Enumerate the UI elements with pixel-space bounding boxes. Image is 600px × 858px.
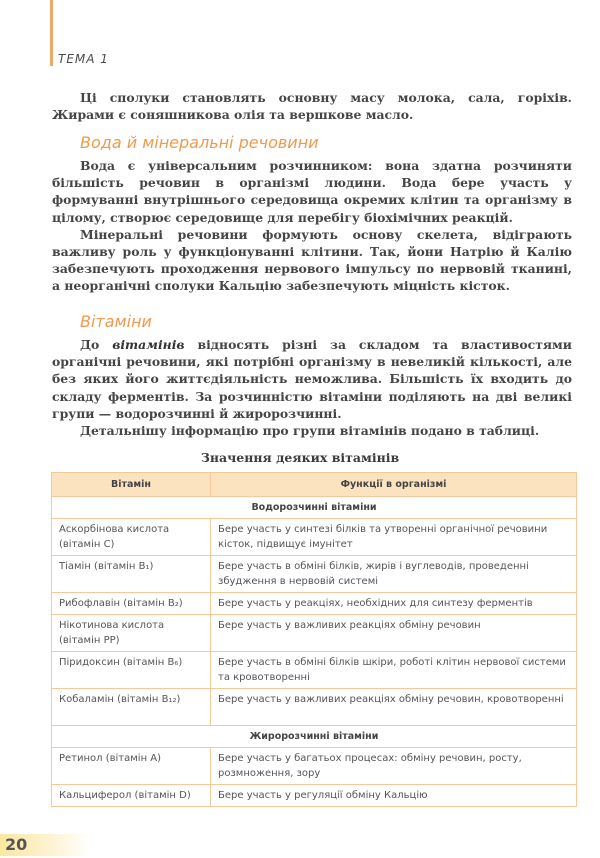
vitamin-function: Бере участь у багатьох процесах: обміну речовин, росту, розмноження, зору (211, 748, 577, 785)
topic-accent-bar (50, 0, 53, 66)
column-header-vitamin: Вітамін (52, 473, 211, 497)
vitamins-pre: До (80, 337, 113, 352)
table-row (52, 593, 577, 615)
group-fat-soluble: Жиророзчинні вітаміни (52, 726, 577, 748)
vitamin-function: Бере участь у синтезі білків та утворенні органічної речовини кісток, підвищує імунітет (211, 519, 577, 556)
vitamin-function: Бере участь у важливих реакціях обміну речовин, кровотворенні (211, 689, 577, 726)
vitamin-name: Рибофлавін (вітамін B₂) (52, 593, 211, 615)
vitamin-name: Нікотинова кислота (вітамін PP) (52, 615, 211, 652)
table-row (52, 748, 577, 785)
vitamins-post: відносять різні за складом та властивостями органічні речовини, які потрібні організму в невеликій кількості, але без яких його життєдіяльність неможлива. Більшість їх входить до складу ферментів. За розчинністю вітаміни поділяють на дві великі групи — водорозчинні й жиророзчинні. (52, 337, 572, 421)
vitamins-term: вітамінів (112, 337, 185, 352)
vitamins-section (52, 336, 572, 439)
table-row (52, 519, 577, 556)
vitamin-name: Тіамін (вітамін B₁) (52, 556, 211, 593)
table-group-row (52, 497, 577, 519)
table-row (52, 689, 577, 726)
vitamins-table (51, 472, 577, 807)
table-header-row (52, 473, 577, 497)
vitamin-function: Бере участь у регуляції обміну Кальцію (211, 785, 577, 807)
table-row (52, 785, 577, 807)
table-title: Значення деяких вітамінів (200, 450, 400, 465)
table-row (52, 615, 577, 652)
vitamin-name: Піридоксин (вітамін B₆) (52, 652, 211, 689)
vitamin-function: Бере участь у важливих реакціях обміну речовин (211, 615, 577, 652)
intro-paragraph (52, 89, 572, 123)
table-row (52, 652, 577, 689)
topic-label: ТЕМА 1 (58, 52, 109, 66)
vitamin-name: Кальциферол (вітамін D) (52, 785, 211, 807)
table-reference-paragraph: Детальнішу інформацію про групи вітамінів подано в таблиці. (80, 423, 540, 439)
vitamins-paragraph (52, 336, 572, 422)
minerals-paragraph: Мінеральні речовини формують основу скелета, відіграють важливу роль у функціонуванні клітини. Так, йони Натрію й Калію забезпечують проходження нервового імпульсу по нервовій тканині, а неорганічні сполуки Кальцію забезпечують міцність кісток. (52, 226, 572, 294)
vitamin-name: Ретинол (вітамін A) (52, 748, 211, 785)
group-water-soluble: Водорозчинні вітаміни (52, 497, 577, 519)
vitamin-function: Бере участь в обміні білків шкіри, роботі клітин нервової системи та кровотворенні (211, 652, 577, 689)
water-section (52, 157, 572, 295)
intro-text: Ці сполуки становлять основну масу молока, сала, горіхів. Жирами є соняшникова олія та вершкове масло. (52, 90, 572, 123)
vitamin-function: Бере участь в обміні білків, жирів і вуглеводів, проведенні збудження в нервовій системі (211, 556, 577, 593)
page-number: 20 (0, 834, 90, 856)
water-paragraph: Вода є універсальним розчинником: вона здатна розчиняти більшість речовин в організмі людини. Вода бере участь у формуванні внутрішнього середовища окремих клітин та організму в цілому, створює середовище для перебігу біохімічних реакцій. (52, 158, 572, 225)
vitamin-name: Кобаламін (вітамін B₁₂) (52, 689, 211, 726)
vitamin-function: Бере участь у реакціях, необхідних для синтезу ферментів (211, 593, 577, 615)
heading-vitamins: Вітаміни (80, 312, 152, 331)
column-header-function: Функції в організмі (211, 473, 577, 497)
table-row (52, 556, 577, 593)
table-group-row (52, 726, 577, 748)
vitamin-name: Аскорбінова кислота (вітамін C) (52, 519, 211, 556)
heading-water-minerals: Вода й мінеральні речовини (80, 133, 319, 152)
